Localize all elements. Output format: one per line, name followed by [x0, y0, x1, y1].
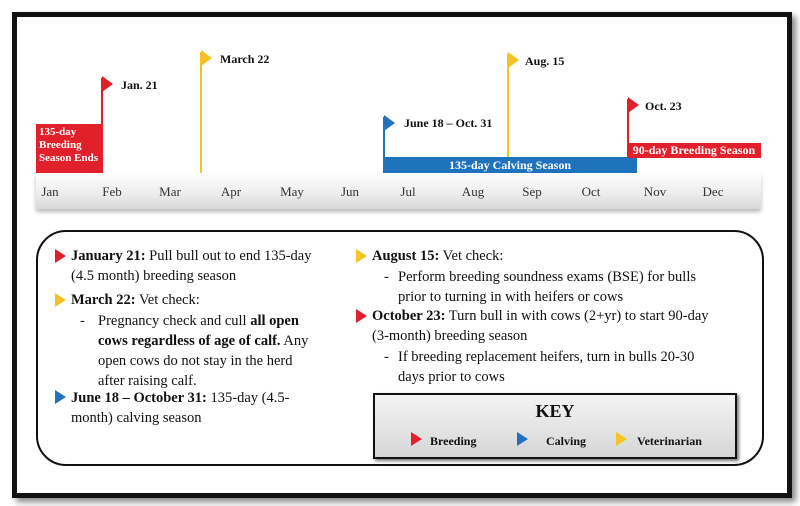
breeding-season-ends-box	[36, 124, 102, 173]
box-line: Season Ends	[39, 152, 99, 164]
aug15-label: Aug. 15	[525, 54, 565, 68]
bullet-dash: -	[384, 349, 389, 365]
jan21-flag-icon	[102, 76, 113, 92]
note-date: October 23:	[372, 308, 446, 324]
legend-key	[373, 393, 737, 459]
note-text: Turn bull in with cows (2+yr) to start 90-day	[445, 308, 709, 324]
note-text: prior to turning in with heifers or cows	[398, 289, 624, 305]
note-text: after raising calf.	[98, 373, 197, 389]
calving-arrow-icon	[55, 390, 66, 404]
note-date: March 22:	[71, 292, 136, 308]
note-text: days prior to cows	[398, 369, 505, 385]
note-aug15-bullet	[398, 267, 696, 307]
note-text: Perform breeding soundness exams (BSE) for bulls	[398, 269, 697, 285]
note-date: June 18 – October 31:	[71, 390, 207, 406]
note-text: Any	[280, 333, 309, 349]
note-emphasis: cows regardless of age of calf.	[98, 333, 281, 349]
month-label-aug: Aug	[461, 184, 485, 199]
note-text: If breeding replacement heifers, turn in bulls 20-30	[398, 349, 695, 365]
note-text: 135-day (4.5-	[206, 390, 290, 406]
oct23-flag-icon	[628, 97, 639, 113]
mar22-line	[200, 52, 202, 173]
key-veterinarian: Veterinarian	[637, 434, 702, 448]
breeding-arrow-icon	[356, 309, 367, 323]
breeding-arrow-icon	[411, 432, 422, 446]
month-label-jun: Jun	[340, 184, 360, 199]
month-label-dec: Dec	[702, 184, 724, 199]
jun18-label: June 18 – Oct. 31	[404, 116, 493, 130]
aug15-flag-icon	[508, 52, 519, 68]
month-label-mar: Mar	[159, 184, 181, 199]
oct23-label: Oct. 23	[645, 99, 682, 113]
month-label-oct: Oct	[581, 184, 601, 199]
jan21-label: Jan. 21	[121, 78, 158, 92]
note-jun18	[71, 388, 289, 428]
note-text: Vet check:	[135, 292, 200, 308]
calving-season-bar: 135-day Calving Season	[383, 157, 637, 173]
note-oct23	[372, 306, 709, 346]
key-calving: Calving	[546, 434, 587, 448]
note-mar22	[71, 290, 200, 310]
note-text: open cows do not stay in the herd	[98, 353, 293, 369]
jan21-line	[101, 78, 103, 173]
note-mar22-bullet	[98, 311, 308, 391]
jun18-flag-icon	[384, 115, 395, 131]
mar22-label: March 22	[220, 52, 270, 66]
breeding-arrow-icon	[55, 249, 66, 263]
veterinarian-arrow-icon	[356, 249, 367, 263]
note-aug15	[372, 246, 503, 266]
bullet-dash: -	[384, 269, 389, 285]
note-oct23-bullet	[398, 347, 694, 387]
note-date: August 15:	[372, 248, 440, 264]
calving-arrow-icon	[517, 432, 528, 446]
note-text: Pull bull out to end 135-day	[145, 248, 312, 264]
bullet-dash: -	[80, 313, 85, 329]
note-text: Vet check:	[439, 248, 504, 264]
month-label-jul: Jul	[400, 184, 416, 199]
note-jan21	[71, 246, 311, 286]
note-text: month) calving season	[71, 410, 202, 426]
box-line: 135-day	[39, 126, 77, 138]
key-title: KEY	[535, 401, 575, 421]
note-date: January 21:	[71, 248, 146, 264]
note-emphasis: all open	[250, 313, 299, 329]
note-text: (4.5 month) breeding season	[71, 268, 237, 284]
month-label-apr: Apr	[220, 184, 242, 199]
veterinarian-arrow-icon	[55, 293, 66, 307]
veterinarian-arrow-icon	[616, 432, 627, 446]
note-text: (3-month) breeding season	[372, 328, 528, 344]
month-label-nov: Nov	[643, 184, 667, 199]
breeding-90-day-bar: 90-day Breeding Season	[627, 143, 761, 158]
key-breeding: Breeding	[430, 434, 477, 448]
mar22-flag-icon	[201, 50, 212, 66]
month-label-feb: Feb	[102, 184, 122, 199]
aug15-line	[507, 54, 509, 157]
month-label-may: May	[280, 184, 304, 199]
month-label-jan: Jan	[41, 184, 59, 199]
month-label-sep: Sep	[522, 184, 542, 199]
box-line: Breeding	[39, 139, 82, 151]
note-text: Pregnancy check and cull	[98, 313, 251, 329]
